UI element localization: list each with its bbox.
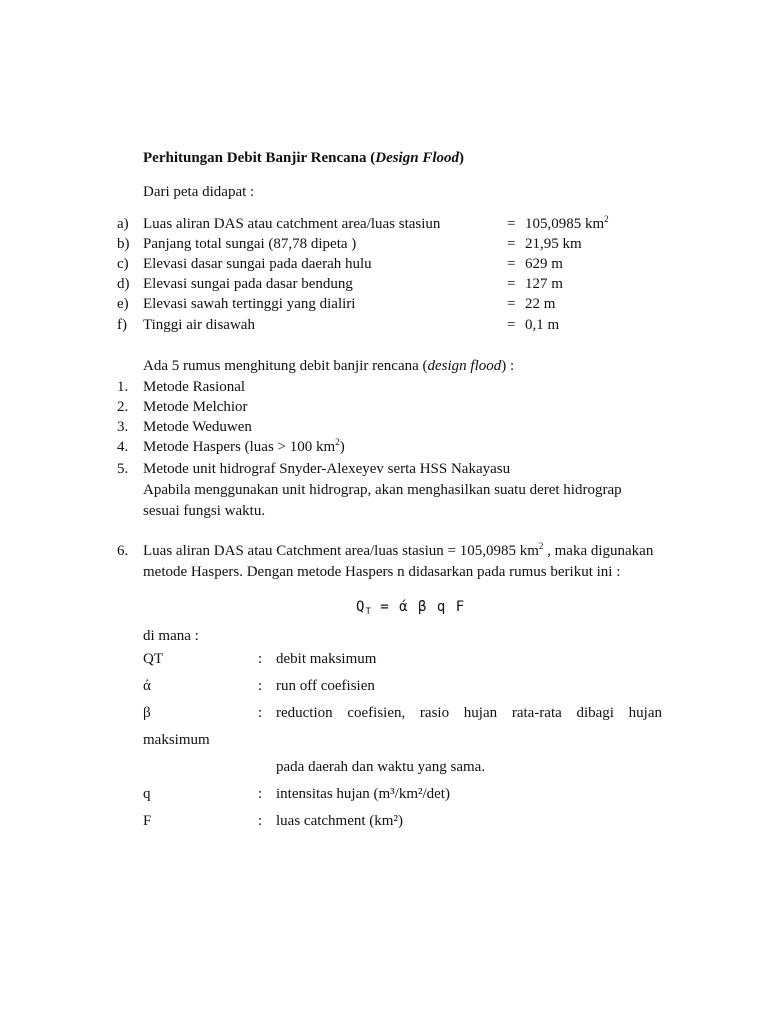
- formula: $Q_T = ά$ β q F: [356, 599, 466, 617]
- document-title: Perhitungan Debit Banjir Rencana (Design Flood): [143, 150, 464, 166]
- item6-marker: 6.: [117, 543, 129, 559]
- beta-continuation: pada daerah dan waktu yang sama.: [276, 759, 486, 775]
- methods-intro: Ada 5 rumus menghitung debit banjir rencana (design flood) :: [143, 358, 515, 374]
- item6-line2: metode Haspers. Dengan metode Haspers n didasarkan pada rumus berikut ini :: [143, 564, 621, 580]
- where-label: di mana :: [143, 628, 199, 644]
- method5-note-line: sesuai fungsi waktu.: [143, 503, 266, 519]
- method5-note-line: Apabila menggunakan unit hidrograp, akan menghasilkan suatu deret hidrograp: [143, 482, 622, 498]
- beta-wrap: maksimum: [143, 732, 210, 748]
- intro-text: Dari peta didapat :: [143, 184, 255, 200]
- document-page: Perhitungan Debit Banjir Rencana (Design Flood) Dari peta didapat : a) Luas aliran DAS atau catchment area/luas stasiun = 105,0985 $km^2$ b) Panjang total sungai (87,78 dipeta ) = 21,95 km c) Elevasi dasar sungai pada daerah hulu = 629 m d) Elevasi sungai pada dasar bendung = 127 m e) Elevasi sawah tertinggi yang dialiri = 22 m f) Tinggi air disawah = 0,1 m Ada 5 rumus menghitung debit banjir rencana (design flood) : 1. Metode Rasional 2. Metode Melchior 3. Metode Weduwen 4. Metode Haspers (luas > 100 $km^2$) 5. Metode unit hidrograf Snyder-Alexeyev serta HSS Nakayasu Apabila menggunakan unit hidrograp, akan menghasilkan suatu deret hidrograp sesuai fungsi waktu. 6. Luas aliran DAS atau Catchment area/luas stasiun = 105,0985 $km^2$ , maka digunakan metode Haspers. Dengan metode Haspers n didasarkan pada rumus berikut ini : $Q_T = ά$ β q F di mana : QT : debit maksimum ά : run off coefisien β : reduction coefisien, rasio hujan rata-rata dibagi hujan maksimum pada daerah dan waktu yang sama. q : intensitas hujan (m³/km²/det) F : luas catchment (km²): [117, 150, 662, 829]
- item6-line1: Luas aliran DAS atau Catchment area/luas stasiun = 105,0985 $km^2$ , maka digunakan: [143, 541, 654, 559]
